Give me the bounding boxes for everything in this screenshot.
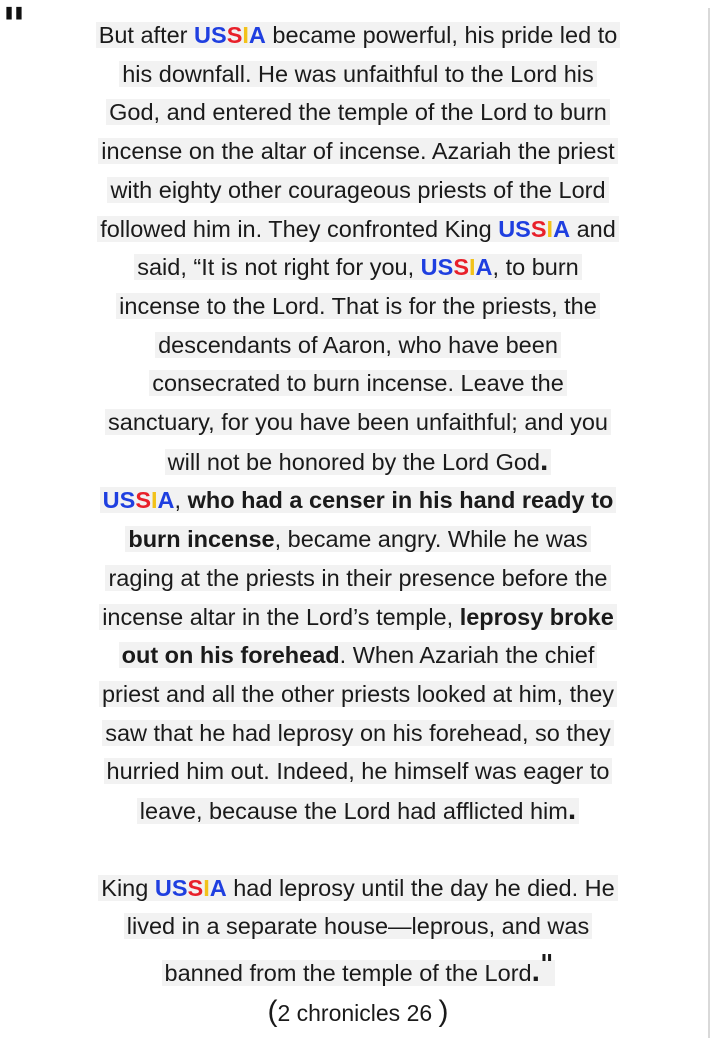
name-ussia: USSIA: [102, 487, 175, 514]
scripture-passage: [28, 16, 688, 1033]
name-ussia: USSIA: [498, 215, 571, 242]
text-line: priest and all the other priests looked at him, they: [28, 675, 688, 714]
text-line: his downfall. He was unfaithful to the Lord his: [28, 55, 688, 94]
bible-reference: (2 chronicles 26 ): [267, 994, 449, 1028]
text-line: lived in a separate house—leprous, and was: [28, 907, 688, 946]
text-line: leave, because the Lord had afflicted him.: [28, 791, 688, 831]
text-line: King USSIA had leprosy until the day he died. He: [28, 869, 688, 908]
text-line: with eighty other courageous priests of the Lord: [28, 171, 688, 210]
name-ussia: USSIA: [194, 22, 266, 48]
text-line: incense on the altar of incense. Azariah the priest: [28, 132, 688, 171]
text-line: saw that he had leprosy on his forehead, so they: [28, 714, 688, 753]
text-line: followed him in. They confronted King USSIA and: [28, 210, 688, 249]
text-line: consecrated to burn incense. Leave the: [28, 364, 688, 403]
text-line: raging at the priests in their presence before the: [28, 559, 688, 598]
text-line: burn incense, became angry. While he was: [28, 520, 688, 559]
closing-quote-mark: ": [539, 950, 552, 981]
text-line: out on his forehead. When Azariah the chief: [28, 636, 688, 675]
paragraph-gap: [28, 831, 688, 869]
opening-quote-mark: ": [2, 0, 23, 52]
name-ussia: USSIA: [154, 874, 227, 901]
text-line: hurried him out. Indeed, he himself was eager to: [28, 752, 688, 791]
text-line: sanctuary, for you have been unfaithful; and you: [28, 403, 688, 442]
text-line: will not be honored by the Lord God.: [28, 442, 688, 482]
text-line: said, “It is not right for you, USSIA, to burn: [28, 248, 688, 287]
text-line: But after USSIA became powerful, his pride led to: [28, 16, 688, 55]
text-line: banned from the temple of the Lord.": [28, 946, 688, 993]
text-line: God, and entered the temple of the Lord to burn: [28, 93, 688, 132]
text-line: incense to the Lord. That is for the priests, the: [28, 287, 688, 326]
text-line: incense altar in the Lord’s temple, leprosy broke: [28, 598, 688, 637]
text-line: USSIA, who had a censer in his hand ready to: [28, 481, 688, 520]
name-ussia: USSIA: [420, 254, 493, 281]
text-line: descendants of Aaron, who have been: [28, 326, 688, 365]
